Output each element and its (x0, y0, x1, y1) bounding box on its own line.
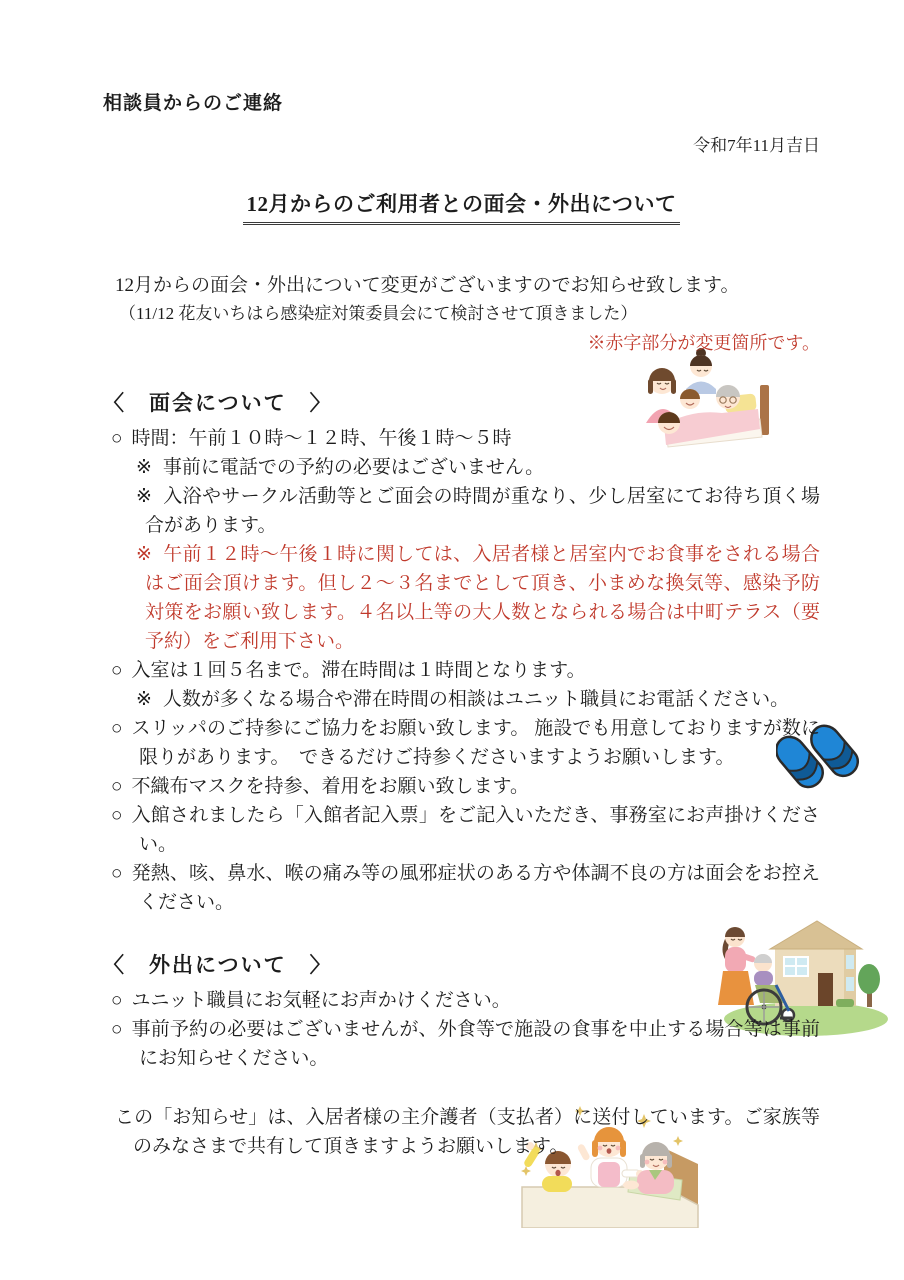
intro-line: 12月からの面会・外出について変更がございますのでお知らせ致します。 (115, 275, 740, 296)
circle-marker: ○ (111, 990, 123, 1011)
item-text: 入館されましたら「入館者記入票」をご記入いただき、事務室にお声掛けください。 (131, 805, 820, 855)
document-date: 令和7年11月吉日 (693, 136, 820, 155)
circle-marker: ○ (111, 1019, 123, 1040)
meeting-section-heading: 〈 面会について 〉 (103, 391, 333, 415)
item-text: 午前１２時～午後１時に関しては、入居者様と居室内でお食事をされる場合はご面会頂けます。但し２～３名までとして頂き、小まめな換気等、感染予防対策をお願い致します。４名以上等の大人数となられる場合は中町テラス（要予約）をご利用下さい。 (145, 544, 820, 652)
meeting-note-lunchtime-red (103, 540, 820, 656)
note-marker: ※ (136, 689, 152, 710)
circle-marker: ○ (111, 428, 123, 449)
meeting-item-list (103, 424, 820, 917)
item-text: 事前予約の必要はございませんが、外食等で施設の食事を中止する場合等は事前にお知らせください。 (131, 1019, 820, 1069)
meeting-item-capacity (103, 656, 820, 685)
item-text: ユニット職員にお気軽にお声かけください。 (131, 990, 511, 1011)
item-text: スリッパのご持参にご協力をお願い致します。 施設でも用意しておりますが数に限りがあります。 できるだけご持参くださいますようお願いします。 (131, 718, 820, 768)
note-marker: ※ (136, 457, 152, 478)
meeting-note-no-reservation (103, 453, 820, 482)
outing-section-heading: 〈 外出について 〉 (103, 953, 333, 977)
item-text: 人数が多くなる場合や滞在時間の相談はユニット職員にお電話ください。 (162, 689, 790, 710)
meeting-item-time (103, 424, 820, 453)
meeting-item-register (103, 801, 820, 859)
meeting-note-call-staff (103, 685, 820, 714)
document-sender: 相談員からのご連絡 (103, 93, 284, 114)
title-row (103, 188, 820, 225)
footer-note: この「お知らせ」は、入居者様の主介護者（支払者）に送付しています。ご家族等のみなさまで共有して頂きますようお願いします。 (115, 1107, 820, 1157)
outing-item-meal-cancel (103, 1015, 820, 1073)
meeting-item-illness (103, 859, 820, 917)
item-text: 入浴やサークル活動等とご面会の時間が重なり、少し居室にてお待ち頂く場合があります。 (145, 486, 820, 536)
item-text: 発熱、咳、鼻水、喉の痛み等の風邪症状のある方や体調不良の方は面会をお控えください。 (131, 863, 820, 913)
intro-committee-note: （11/12 花友いちはら感染症対策委員会にて検討させて頂きました） (119, 304, 638, 323)
circle-marker: ○ (111, 718, 123, 739)
meeting-note-wait-in-room (103, 482, 820, 540)
red-change-note: ※赤字部分が変更箇所です。 (587, 333, 820, 353)
item-text: 不織布マスクを持参、着用をお願い致します。 (131, 776, 529, 797)
document-title: 12月からのご利用者との面会・外出について (243, 188, 679, 225)
item-text: 入室は１回５名まで。滞在時間は１時間となります。 (131, 660, 586, 681)
note-marker: ※ (136, 486, 153, 507)
outing-item-ask-staff (103, 986, 820, 1015)
outing-item-list (103, 986, 820, 1073)
item-text: 事前に電話での予約の必要はございません。 (162, 457, 545, 478)
meeting-item-mask (103, 772, 820, 801)
circle-marker: ○ (111, 863, 123, 884)
item-text: 時間：午前１０時～１２時、午後１時～５時 (131, 428, 512, 449)
circle-marker: ○ (111, 660, 123, 681)
note-marker: ※ (136, 544, 153, 565)
meeting-item-slippers (103, 714, 820, 772)
circle-marker: ○ (111, 805, 123, 826)
circle-marker: ○ (111, 776, 123, 797)
